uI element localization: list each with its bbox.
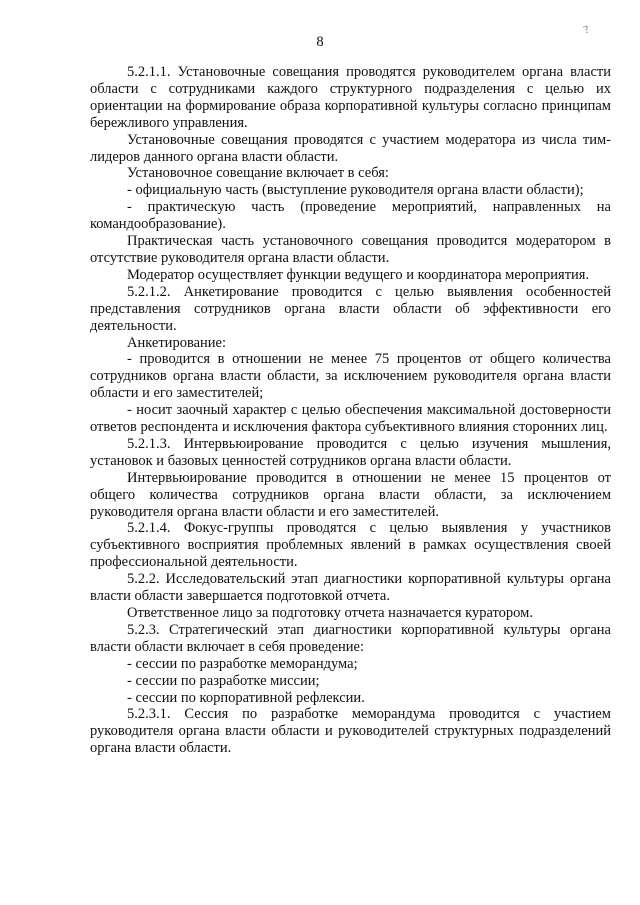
paragraph-moderator-participation: Установочные совещания проводятся с участием модератора из числа тим-лидеров данного органа власти области. (90, 131, 611, 165)
list-item-survey-75-percent: - проводится в отношении не менее 75 процентов от общего количества сотрудников органа власти области, за исключением руководителя органа власти области и его заместителей; (90, 351, 611, 402)
list-item-practical-part: - практическую часть (проведение мероприятий, направленных на командообразование). (90, 199, 611, 233)
paragraph-survey-heading: Анкетирование: (127, 334, 227, 351)
paragraph-moderator-functions: Модератор осуществляет функции ведущего и координатора мероприятия. (127, 266, 590, 283)
list-item-memorandum-session: - сессии по разработке меморандума; (127, 655, 358, 672)
paragraph-5-2-1-4: 5.2.1.4. Фокус-группы проводятся с целью выявления у участников субъективного восприятия проблемных явлений в рамках осуществления своей профессиональной деятельности. (90, 520, 611, 571)
list-item-survey-remote: - носит заочный характер с целью обеспечения максимальной достоверности ответов респондента и исключения фактора субъективного влияния сторонних лиц. (90, 402, 611, 436)
paragraph-5-2-2: 5.2.2. Исследовательский этап диагностики корпоративной культуры органа власти области завершается подготовкой отчета. (90, 571, 611, 605)
paragraph-5-2-1-1: 5.2.1.1. Установочные совещания проводятся руководителем органа власти области с сотрудниками каждого структурного подразделения с целью их ориентации на формирование образа корпоративной культуры согласно принципам бережливого управления. (90, 64, 611, 131)
paragraph-5-2-3: 5.2.3. Стратегический этап диагностики корпоративной культуры органа власти области включает в себя проведение: (90, 621, 611, 655)
page-number: 8 (316, 34, 324, 50)
list-item-mission-session: - сессии по разработке миссии; (127, 672, 320, 689)
paragraph-5-2-3-1: 5.2.3.1. Сессия по разработке меморандума проводится с участием руководителя органа власти области и руководителей структурных подразделений органа власти области. (90, 706, 611, 757)
list-item-official-part: - официальную часть (выступление руководителя органа власти области); (127, 182, 584, 199)
paragraph-meeting-includes: Установочное совещание включает в себя: (127, 165, 389, 182)
document-body (90, 64, 611, 757)
paragraph-practical-part: Практическая часть установочного совещания проводится модератором в отсутствие руководителя органа власти области. (90, 233, 611, 266)
paragraph-curator: Ответственное лицо за подготовку отчета назначается куратором. (127, 605, 533, 621)
paragraph-5-2-1-2: 5.2.1.2. Анкетирование проводится с целью выявления особенностей представления сотрудников органа власти области об эффективности его деятельности. (90, 283, 611, 334)
paragraph-interview-15-percent: Интервьюирование проводится в отношении не менее 15 процентов от общего количества сотрудников органа власти области, за исключением руководителя органа власти области и его заместителей. (90, 469, 611, 520)
paragraph-5-2-1-3: 5.2.1.3. Интервьюирование проводится с целью изучения мышления, установок и базовых ценностей сотрудников органа власти области. (90, 435, 611, 469)
corner-pencil-mark: ? (582, 23, 591, 37)
list-item-reflection-session: - сессии по корпоративной рефлексии. (127, 689, 365, 706)
